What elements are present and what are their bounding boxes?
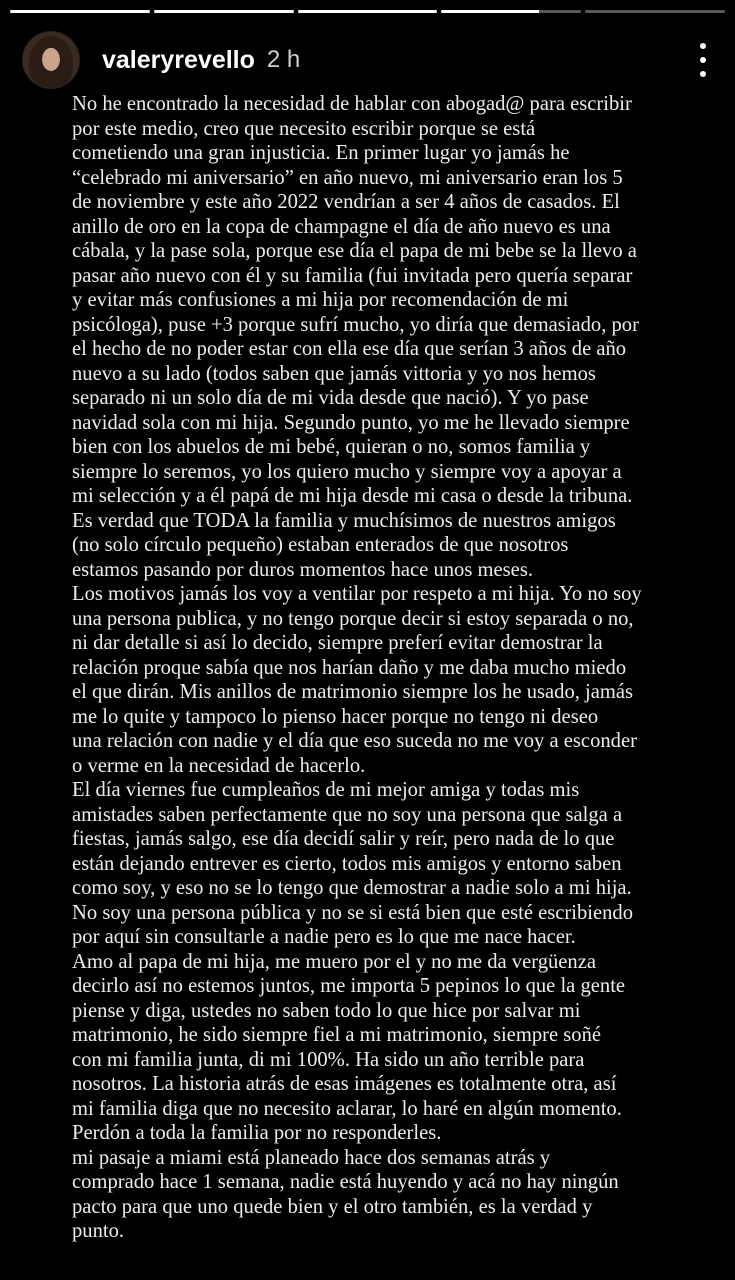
- text-line: anillo de oro en la copa de champagne el día de año nuevo es una: [72, 215, 611, 238]
- text-line: Los motivos jamás los voy a ventilar por respeto a mi hija. Yo no soy: [72, 583, 642, 605]
- text-line: por este medio, creo que necesito escribir porque se está: [72, 117, 536, 140]
- text-line: punto.: [72, 1220, 125, 1242]
- text-line: el que dirán. Mis anillos de matrimonio siempre los he usado, jamás: [72, 681, 634, 703]
- text-line: comprado hace 1 semana, nadie está huyendo y acá no hay ningún: [72, 1171, 619, 1193]
- text-line: me lo quite y tampoco lo pienso hacer porque no tengo ni deseo: [72, 705, 599, 728]
- text-line: una persona publica, y no tengo porque decir si estoy separada o no,: [72, 607, 634, 630]
- text-line: una relación con nadie y el día que eso suceda no me voy a esconder: [72, 730, 637, 752]
- text-line: como soy, y eso no se lo tengo que demostrar a nadie solo a mi hija.: [72, 877, 632, 899]
- progress-segment: [298, 10, 438, 13]
- text-line: mi selección y a él papá de mi hija desde mi casa o desde la tribuna.: [72, 485, 633, 507]
- text-line: por aquí sin consultarle a nadie pero es lo que me nace hacer.: [72, 926, 576, 948]
- progress-segment: [585, 10, 725, 13]
- text-line: separado ni un solo día de mi vida desde que nació). Y yo pase: [72, 387, 589, 409]
- text-line: mi pasaje a miami está planeado hace dos semanas atrás y: [72, 1146, 551, 1169]
- text-line: No he encontrado la necesidad de hablar con abogad@ para escribir: [72, 93, 632, 115]
- progress-segment: [441, 10, 581, 13]
- text-line: pacto para que uno quede bien y el otro también, es la verdad y: [72, 1195, 593, 1218]
- avatar-image: [29, 36, 73, 88]
- text-line: Perdón a toda la familia por no responderles.: [72, 1122, 442, 1144]
- text-line: fiestas, jamás salgo, ese día decidí salir y reír, pero nada de lo que: [72, 828, 615, 850]
- text-line: estamos pasando por duros momentos hace unos meses.: [72, 558, 533, 581]
- more-vertical-icon[interactable]: [693, 43, 713, 77]
- text-line: nuevo a su lado (todos saben que jamás vittoria y yo nos hemos: [72, 362, 596, 385]
- text-line: el hecho de no poder estar con ella ese día que serían 3 años de año: [72, 338, 627, 360]
- text-line: (no solo círculo pequeño) estaban enterados de que nosotros: [72, 534, 569, 556]
- text-line: Amo al papa de mi hija, me muero por el y no me da vergüenza: [72, 950, 597, 973]
- progress-segment: [154, 10, 294, 13]
- username[interactable]: valeryrevello: [102, 45, 255, 74]
- text-line: y evitar más confusiones a mi hija por recomendación de mi: [72, 289, 569, 311]
- story-progress-bar: [10, 10, 725, 13]
- text-line: “celebrado mi aniversario” en año nuevo, mi aniversario eran los 5: [72, 166, 623, 189]
- text-line: ni dar detalle si así lo decido, siempre preferí evitar demostrar la: [72, 632, 603, 654]
- text-line: El día viernes fue cumpleaños de mi mejor amiga y todas mis: [72, 779, 580, 801]
- text-line: piense y diga, ustedes no saben todo lo que hice por salvar mi: [72, 999, 581, 1022]
- text-line: siempre lo seremos, yo los quiero mucho y siempre voy a apoyar a: [72, 460, 622, 483]
- text-line: cábala, y la pase sola, porque ese día el papa de mi bebe se la llevo a: [72, 240, 637, 262]
- text-line: de noviembre y este año 2022 vendrían a ser 4 años de casados. El: [72, 191, 620, 213]
- text-line: matrimonio, he sido siempre fiel a mi matrimonio, siempre soñé: [72, 1024, 602, 1046]
- post-time: 2 h: [266, 46, 301, 73]
- text-line: nosotros. La historia atrás de esas imágenes es totalmente otra, así: [72, 1073, 617, 1095]
- text-line: navidad sola con mi hija. Segundo punto, yo me he llevado siempre: [72, 411, 630, 434]
- text-line: están dejando entrever es cierto, todos mis amigos y entorno saben: [72, 852, 622, 875]
- text-line: bien con los abuelos de mi bebé, quieran o no, somos familia y: [72, 436, 591, 458]
- profile-avatar[interactable]: [22, 31, 80, 89]
- text-line: mi familia diga que no necesito aclarar, lo haré en algún momento.: [72, 1097, 622, 1120]
- text-line: relación proque sabía que nos harían daño y me daba mucho miedo: [72, 656, 627, 679]
- text-line: o verme en la necesidad de hacerlo.: [72, 754, 366, 777]
- text-line: psicóloga), puse +3 porque sufrí mucho, yo diría que demasiado, por: [72, 313, 639, 336]
- story-header: [22, 30, 713, 90]
- story-text: [72, 92, 717, 1244]
- text-line: amistades saben perfectamente que no soy una persona que salga a: [72, 803, 623, 826]
- text-line: Es verdad que TODA la familia y muchísimos de nuestros amigos: [72, 509, 616, 532]
- text-line: No soy una persona pública y no se si está bien que esté escribiendo: [72, 901, 634, 924]
- progress-segment: [10, 10, 150, 13]
- text-line: cometiendo una gran injusticia. En primer lugar yo jamás he: [72, 142, 570, 164]
- text-line: decirlo así no estemos juntos, me importa 5 pepinos lo que la gente: [72, 975, 626, 997]
- text-line: con mi familia junta, di mi 100%. Ha sido un año terrible para: [72, 1048, 585, 1071]
- text-line: pasar año nuevo con él y su familia (fui invitada pero quería separar: [72, 264, 633, 287]
